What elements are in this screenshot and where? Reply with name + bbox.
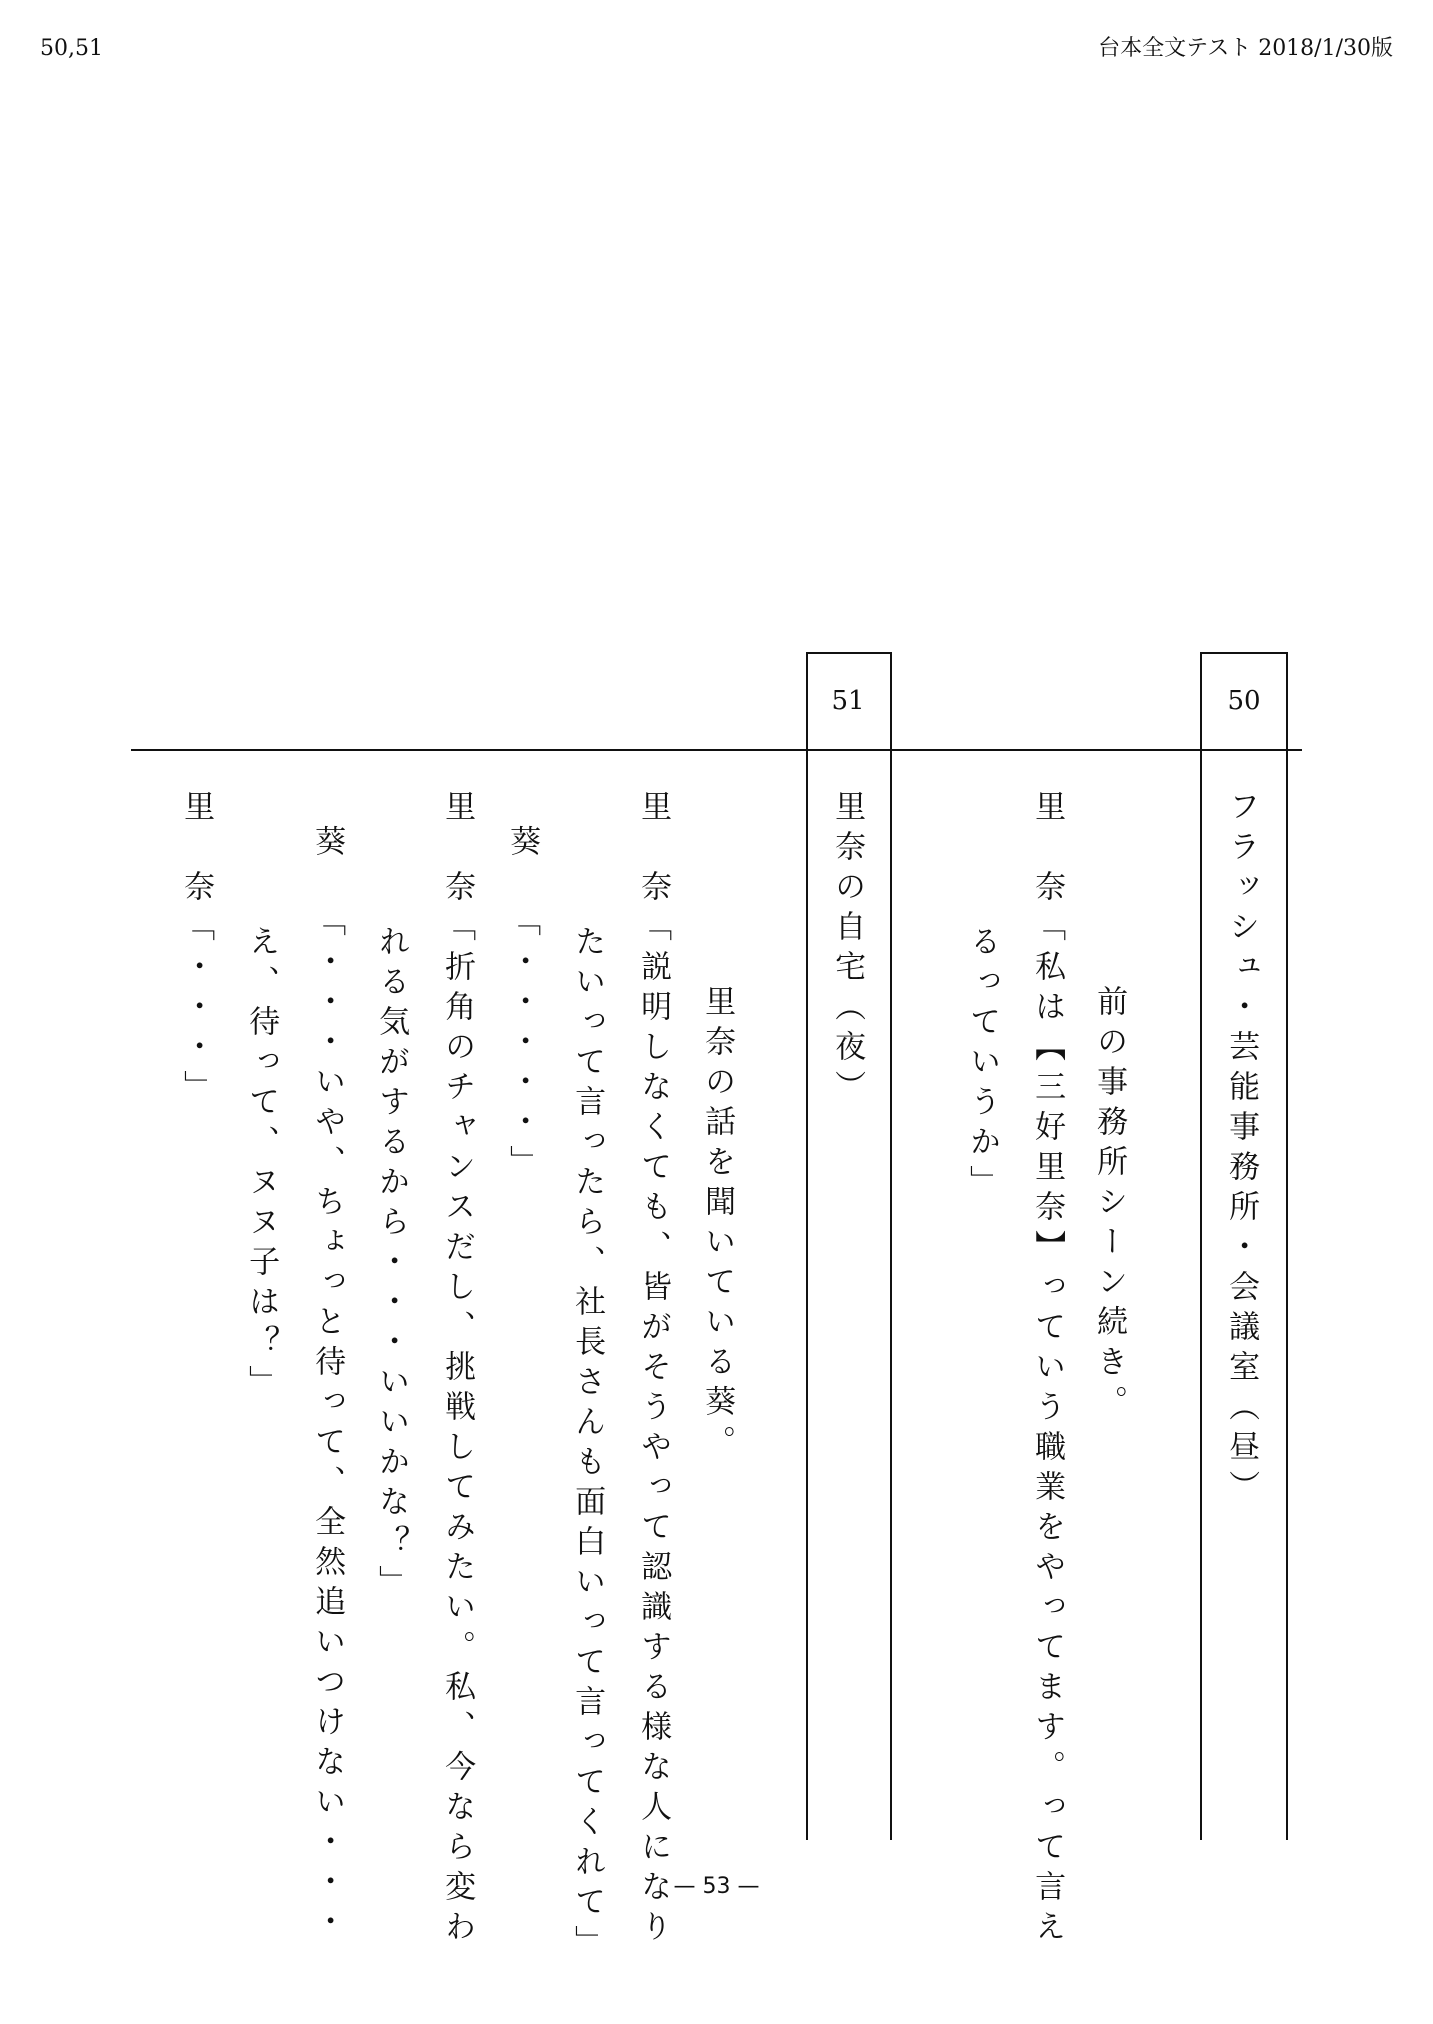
speaker-name: 里 奈 [439,790,476,910]
scene51-box-top [806,652,892,654]
scene50-box-top [1200,652,1288,654]
speaker-name: 葵 [504,825,541,865]
document-title: 台本全文テスト 2018/1/30版 [1098,36,1393,61]
dialogue-line: 「・・・・・」 [504,905,541,1185]
dialogue-line: え、待って、ヌヌ子は？」 [243,925,280,1405]
stage-direction: 里奈の話を聞いている葵。 [699,985,736,1465]
scene50-box-right [1286,652,1288,1840]
dialogue-line: 「折角のチャンスだし、挑戦してみたい。私、今なら変わ [439,910,476,1950]
dialogue-line: 「説明しなくても、皆がそうやって認識する様な人になり [635,910,672,1950]
scene-number-51: 51 [831,686,865,716]
scene50-box-left [1200,652,1202,1840]
speaker-name: 里 奈 [635,790,672,910]
scene-number-50: 50 [1227,686,1261,716]
page-number: — 53 — [673,1874,760,1899]
dialogue-line: 「・・・いや、ちょっと待って、全然追いつけない・・・ [309,905,346,1945]
page-ref: 50,51 [40,36,103,61]
scene-heading: 里奈の自宅（夜） [829,790,866,1110]
horizontal-rule [131,749,1302,751]
dialogue-line: 「・・・」 [178,910,215,1110]
dialogue-line: るっていうか」 [964,925,1001,1205]
scene51-box-right [890,652,892,1840]
dialogue-line: 「私は【三好里奈】っていう職業をやってます。って言え [1029,910,1066,1950]
speaker-name: 葵 [309,825,346,865]
scene-heading: フラッシュ・芸能事務所・会議室（昼） [1223,790,1260,1510]
stage-direction: 前の事務所シーン続き。 [1091,985,1128,1425]
dialogue-line: たいって言ったら、社長さんも面白いって言ってくれて」 [569,925,606,1965]
scene51-box-left [806,652,808,1840]
speaker-name: 里 奈 [178,790,215,910]
speaker-name: 里 奈 [1029,790,1066,910]
dialogue-line: れる気がするから・・・いいかな？」 [373,925,410,1605]
